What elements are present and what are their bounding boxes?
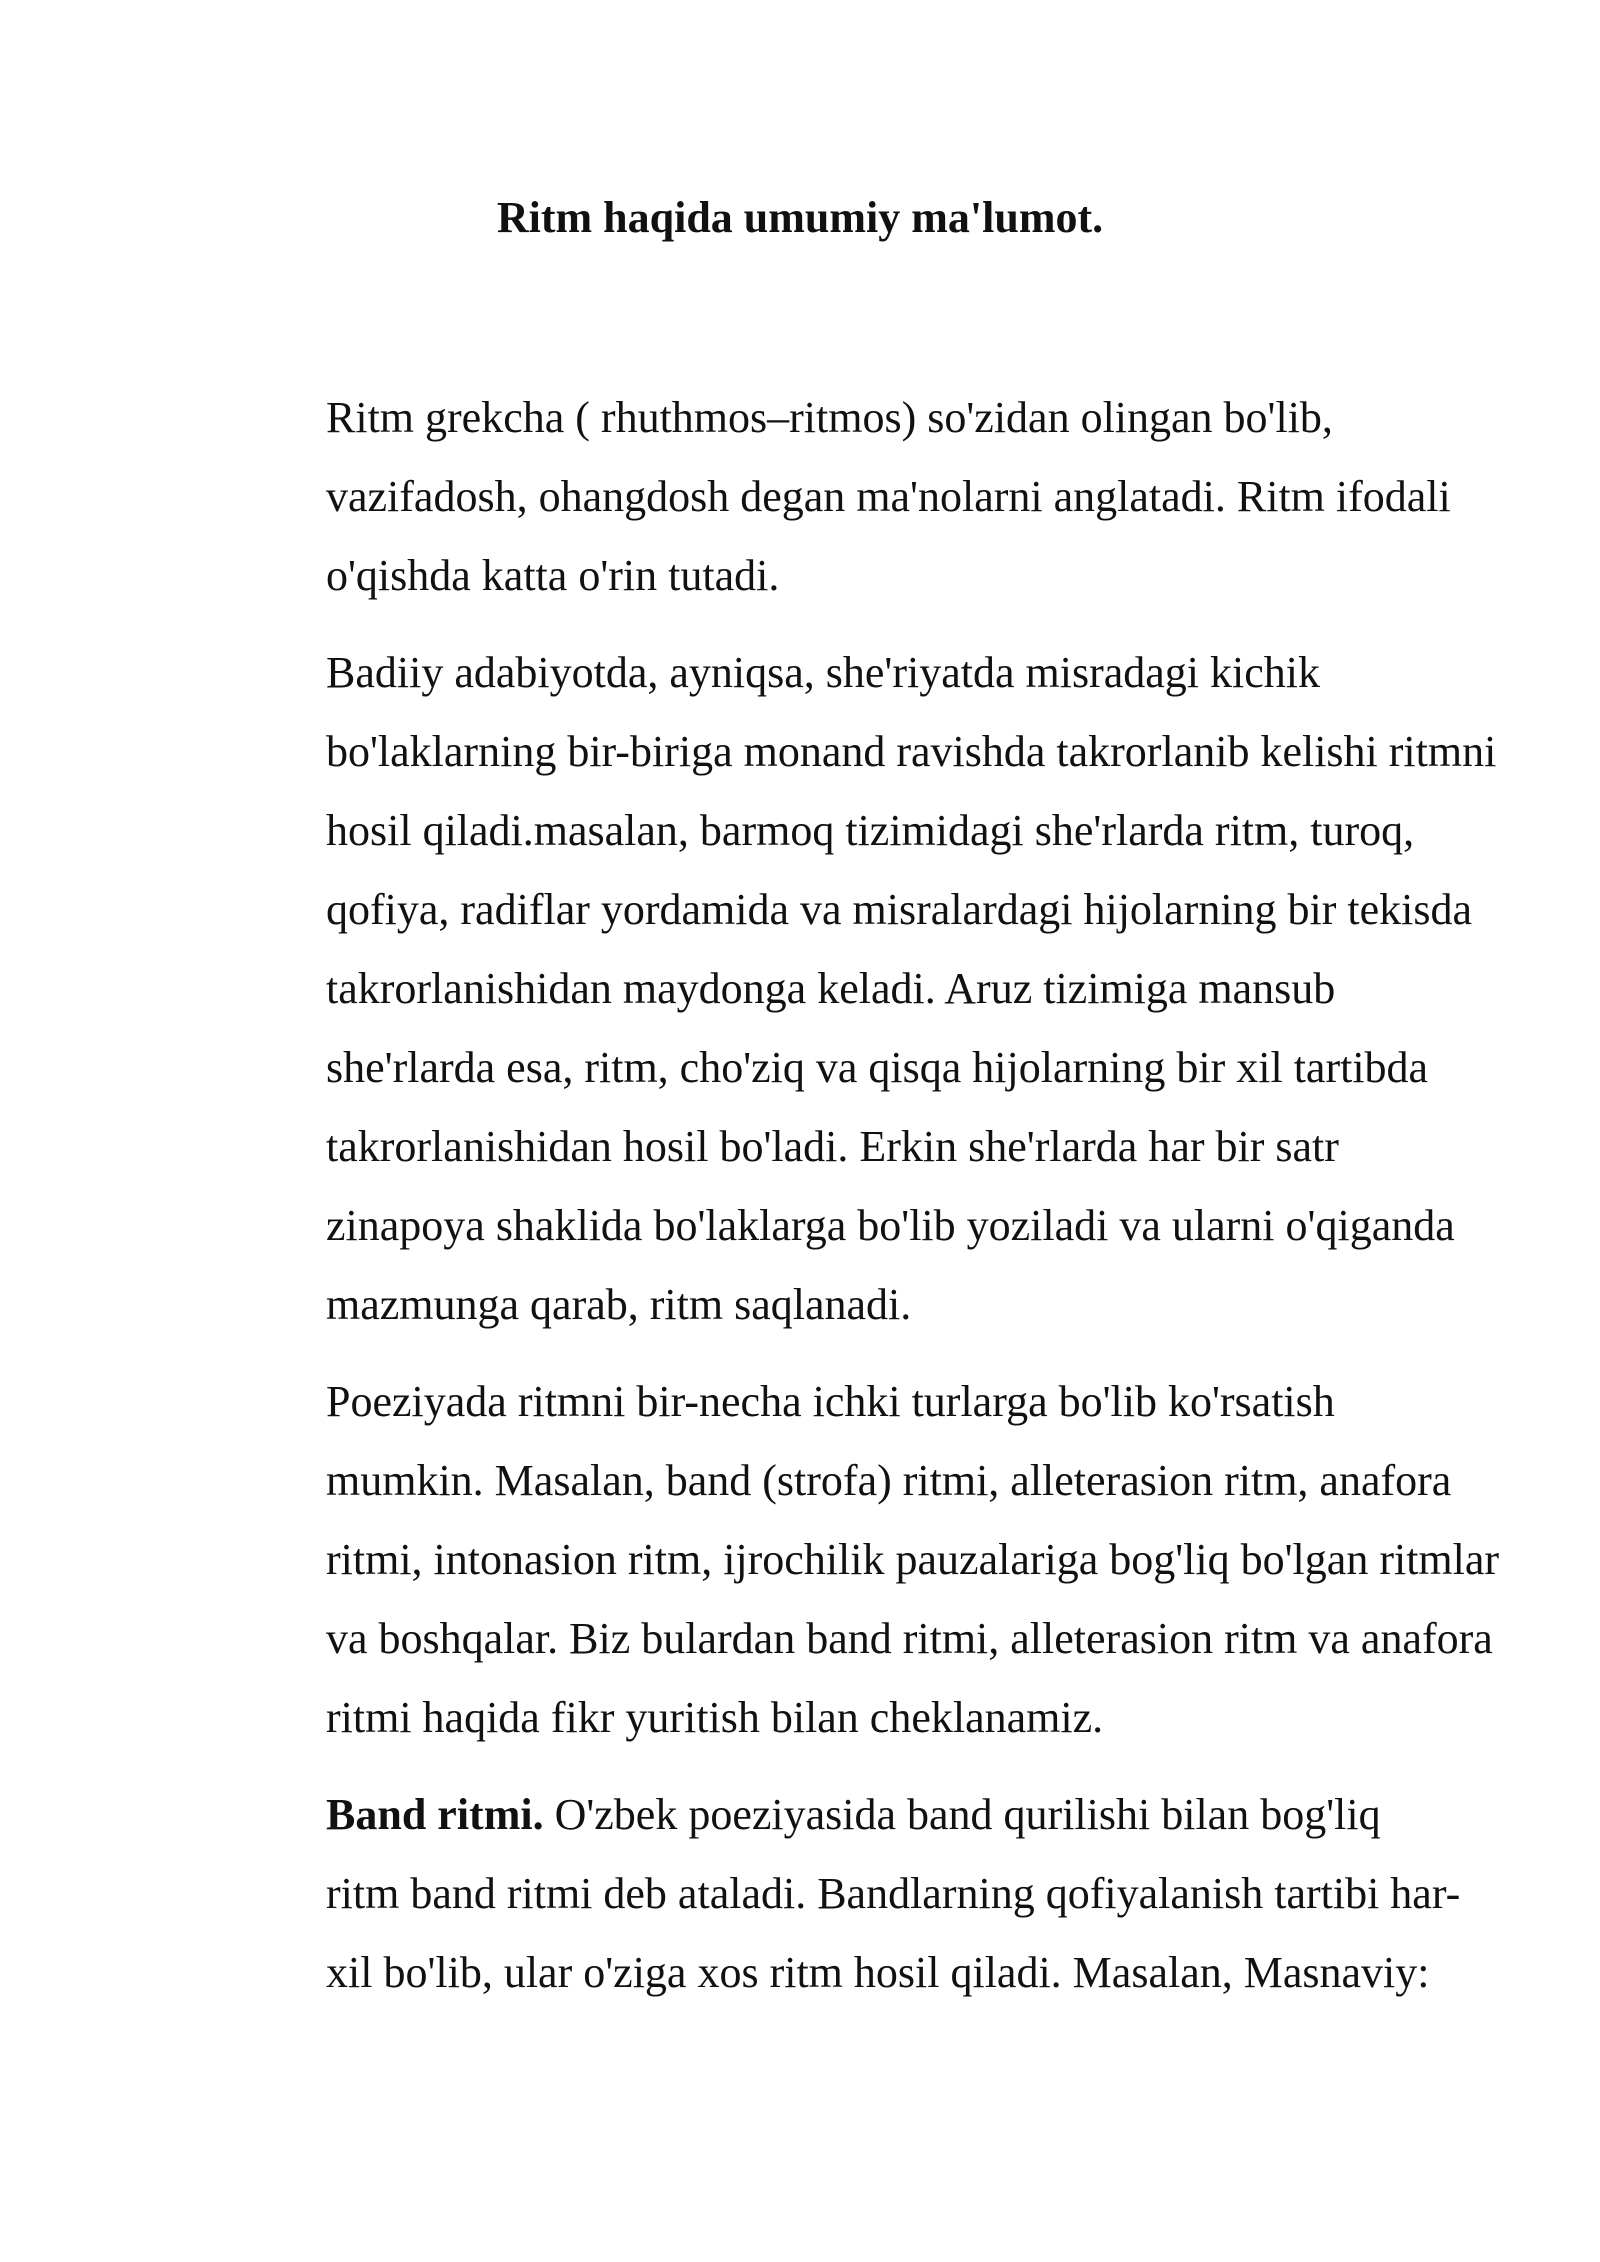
text-line: qofiya, radiflar yordamida va misralardagi hijolarning bir tekisda bbox=[326, 885, 1473, 934]
text-fragment: O'zbek poeziyasida band qurilishi bilan bog'liq bbox=[543, 1790, 1381, 1839]
text-line: hosil qiladi.masalan, barmoq tizimidagi she'rlarda ritm, turoq, bbox=[326, 806, 1415, 855]
text-line: takrorlanishidan maydonga keladi. Aruz tizimiga mansub bbox=[326, 964, 1336, 1013]
text-line: Poeziyada ritmni bir-necha ichki turlarga bo'lib ko'rsatish bbox=[326, 1377, 1335, 1426]
document-body bbox=[228, 378, 1500, 2030]
paragraph-badiiy-adabiyot bbox=[228, 633, 1497, 1344]
text-line: mumkin. Masalan, band (strofa) ritmi, alleterasion ritm, anafora bbox=[326, 1456, 1452, 1505]
text-line: vazifadosh, ohangdosh degan ma'nolarni anglatadi. Ritm ifodali bbox=[326, 472, 1451, 521]
paragraph-poeziya-ritm-turlari bbox=[228, 1362, 1500, 1757]
band-ritmi-heading: Band ritmi. bbox=[326, 1790, 544, 1839]
text-line: ritmi haqida fikr yuritish bilan cheklanamiz. bbox=[326, 1693, 1104, 1742]
text-line: ritmi, intonasion ritm, ijrochilik pauzalariga bog'liq bo'lgan ritmlar bbox=[326, 1535, 1500, 1584]
text-line: Badiiy adabiyotda, ayniqsa, she'riyatda misradagi kichik bbox=[326, 648, 1320, 697]
text-line: she'rlarda esa, ritm, cho'ziq va qisqa hijolarning bir xil tartibda bbox=[326, 1043, 1429, 1092]
page-title: Ritm haqida umumiy ma'lumot. bbox=[496, 193, 1104, 242]
text-line: takrorlanishidan hosil bo'ladi. Erkin she'rlarda har bir satr bbox=[326, 1122, 1339, 1171]
text-line: ritm band ritmi deb ataladi. Bandlarning qofiyalanish tartibi har- bbox=[326, 1869, 1461, 1918]
paragraph-band-ritmi bbox=[228, 1775, 1468, 2012]
text-line: o'qishda katta o'rin tutadi. bbox=[326, 551, 780, 600]
text-line: zinapoya shaklida bo'laklarga bo'lib yoziladi va ularni o'qiganda bbox=[326, 1201, 1455, 1250]
text-line: va boshqalar. Biz bulardan band ritmi, alleterasion ritm va anafora bbox=[326, 1614, 1493, 1663]
text-line: bo'laklarning bir-biriga monand ravishda takrorlanib kelishi ritmni bbox=[326, 727, 1497, 776]
paragraph-ritm-definition bbox=[228, 378, 1468, 615]
text-line: xil bo'lib, ular o'ziga xos ritm hosil qiladi. Masalan, Masnaviy: bbox=[326, 1948, 1430, 1997]
text-line bbox=[228, 1775, 1468, 1854]
text-line: mazmunga qarab, ritm saqlanadi. bbox=[326, 1280, 912, 1329]
text-line: Ritm grekcha ( rhuthmos–ritmos) so'zidan olingan bo'lib, bbox=[326, 393, 1333, 442]
